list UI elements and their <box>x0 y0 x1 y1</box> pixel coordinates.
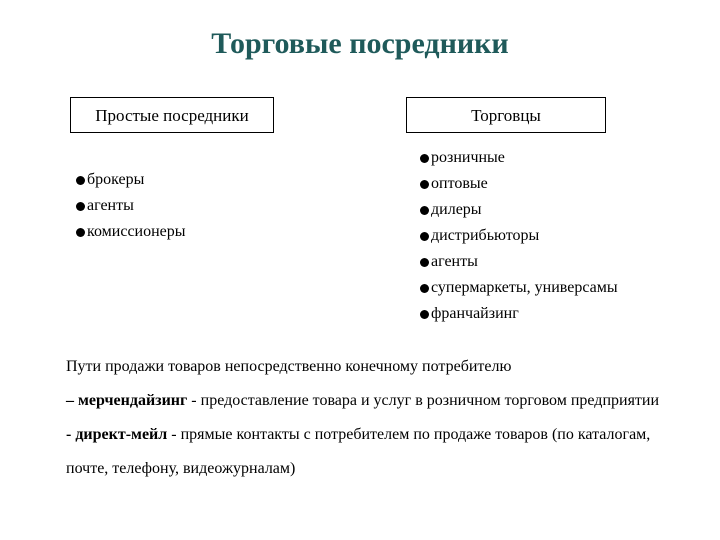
merchandising-term: – мерчендайзинг <box>66 392 188 409</box>
list-item <box>420 249 618 275</box>
list-item-label: франчайзинг <box>431 305 519 322</box>
traders-list <box>420 145 618 327</box>
bullet-icon <box>420 180 429 189</box>
page-title: Торговые посредники <box>211 27 509 60</box>
traders-box: Торговцы <box>406 97 606 133</box>
bullet-icon <box>76 228 85 237</box>
simple-intermediaries-list <box>76 167 186 245</box>
merchandising-paragraph <box>66 384 686 418</box>
list-item-label: дилеры <box>431 201 482 218</box>
sales-paths-intro: Пути продажи товаров непосредственно конечному потребителю <box>66 358 512 375</box>
list-item-label: розничные <box>431 149 505 166</box>
bullet-icon <box>420 154 429 163</box>
list-item <box>420 301 618 327</box>
bullet-icon <box>420 206 429 215</box>
bullet-icon <box>76 202 85 211</box>
sales-paths-text <box>66 350 686 486</box>
list-item <box>420 223 618 249</box>
list-item-label: комиссионеры <box>87 223 186 240</box>
list-item <box>420 197 618 223</box>
merchandising-description: - предоставление товара и услуг в розничном торговом предприятии <box>187 392 660 409</box>
bullet-icon <box>420 232 429 241</box>
list-item-label: оптовые <box>431 175 488 192</box>
direct-mail-description: - прямые контакты с потребителем по продаже товаров (по каталогам, почте, телефону, видеожурналам) <box>66 426 651 477</box>
direct-mail-term: - директ-мейл <box>66 426 168 443</box>
list-item <box>76 167 186 193</box>
list-item <box>76 193 186 219</box>
list-item-label: агенты <box>431 253 478 270</box>
bullet-icon <box>76 176 85 185</box>
list-item <box>76 219 186 245</box>
list-item <box>420 145 618 171</box>
list-item-label: супермаркеты, универсамы <box>431 279 618 296</box>
bullet-icon <box>420 258 429 267</box>
direct-mail-paragraph <box>66 418 686 486</box>
list-item-label: брокеры <box>87 171 145 188</box>
list-item-label: дистрибьюторы <box>431 227 540 244</box>
list-item <box>420 275 618 301</box>
simple-intermediaries-box: Простые посредники <box>70 97 274 133</box>
list-item <box>420 171 618 197</box>
bullet-icon <box>420 284 429 293</box>
bullet-icon <box>420 310 429 319</box>
list-item-label: агенты <box>87 197 134 214</box>
